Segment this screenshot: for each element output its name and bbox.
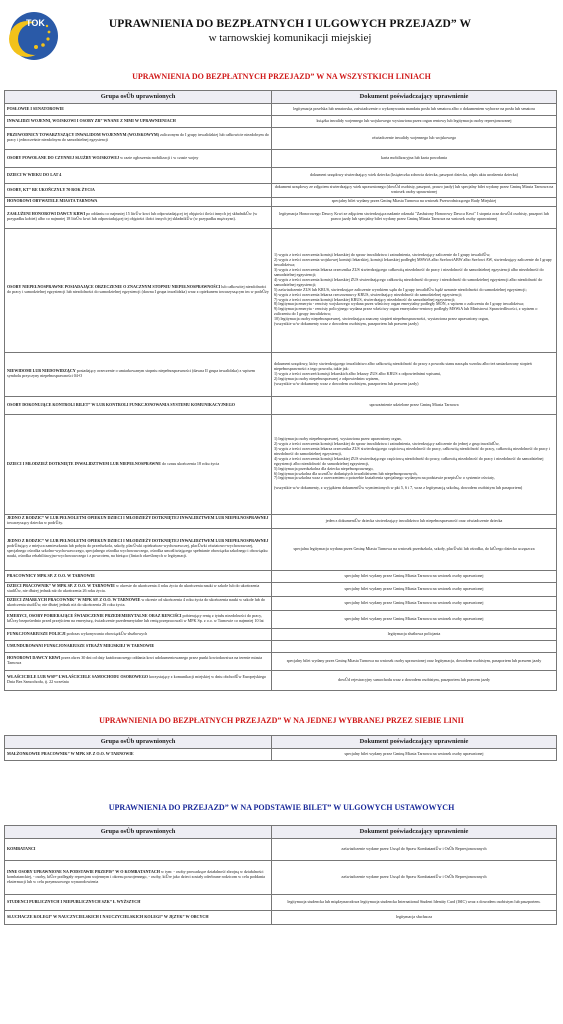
- group-description: w okresie od ukończenia 4 roku życia do ukończenia nauki w szkole lub do ukończenia studiÛw, nie dłużej jednak niż do ukończenia 26 roku życia.: [7, 597, 265, 608]
- section1-table: [4, 90, 557, 691]
- group-cell: [5, 127, 272, 149]
- table-row: [5, 103, 557, 115]
- group-name: INNE OSOBY UPRAWNIONE NA PODSTAWIE PRZEPIS” W O KOMBATANTACH: [7, 868, 160, 874]
- col-header-document: Dokument poświadczający uprawnienie: [272, 736, 557, 749]
- group-cell: [5, 838, 272, 860]
- document-cell: [272, 910, 557, 924]
- group-name: PRACOWNICY MPK SP. Z O.O. W TARNOWIE: [7, 572, 95, 578]
- col-header-document: Dokument poświadczający uprawnienie: [272, 826, 557, 839]
- document-list-item: 6) legitymacja szkolna dla uczniÛw dotkniętych inwalidztwem lub niepełnosprawnych,: [274, 470, 418, 476]
- table-row: [5, 894, 557, 910]
- page-subtitle: w tarnowskiej komunikacji miejskiej: [208, 32, 372, 44]
- group-name: STUDENCI PUBLICZNYCH I NIEPUBLICZNYCH SZK” Ł WYŻSZYCH: [7, 898, 141, 904]
- document-cell: [272, 860, 557, 894]
- group-description: lub całkowitej niezdolności do pracy i samodzielnej egzystencji lub niezdolności do samodzielnej egzystencji (dawna I grupa inwalidzka) wraz z opiekunem towarzyszącym im w podrÛży: [7, 284, 269, 295]
- group-name: HONOROWI OBYWATELE MIASTA TARNOWA: [7, 198, 98, 204]
- document-text: specjalny bilet wydany przez Gminę Miasta Tarnowa na wniosek osoby uprawnionej oraz legitymacja, dowodem osobistym, paszportem lub prawem jazdy: [286, 657, 542, 663]
- table-row: [5, 610, 557, 628]
- group-name: ZASŁUŻENI HONOROWI DAWCY KRWI: [7, 211, 86, 217]
- group-description: posiadający orzeczenie o umiarkowanym stopniu niepełnosprawności (dawna II grupa inwalidzka) z wpisem symbolu przyczyny niepełnosprawności 04-O: [7, 368, 256, 379]
- document-list-item: 1) legitymacja osoby niepełnosprawnej, wystawiona przez uprawniony organ,: [274, 436, 402, 442]
- group-cell: [5, 183, 272, 197]
- document-text: dowÛd rejestracyjny samochodu wraz z dowodem osobistym, paszportem lub prawem jazdy: [338, 676, 490, 682]
- document-cell: [272, 396, 557, 414]
- group-name: MAŁŻONKOWIE PRACOWNIK” W MPK SP. Z O.O. W TARNOWIE: [7, 750, 134, 756]
- document-text: legitymacja służbowa policjanta: [387, 630, 441, 636]
- logo-text: TOK: [26, 18, 45, 28]
- group-name: DZIECI I MŁODZIEŻ DOTKNIĘTE INWALIDZTWEM LUB NIEPEŁNOSPRAWNE: [7, 460, 161, 466]
- document-cell: [272, 206, 557, 228]
- group-cell: [5, 894, 272, 910]
- group-name: JEDNO Z RODZIC” W LUB PEŁNOLETNI OPIEKUN DZIECI I MŁODZIEŻY DOTKNIĘTEJ INWALIDZTWEM LUB NIEPEŁNOSPRAWNEJ: [7, 515, 269, 521]
- document-list-item: 4) wypis z treści orzeczenia komisji lekarskiej ZUS stwierdzającego częściową niezdolność do pracy, całkowitą niezdolność do pracy i niezdolność do samodzielnej egzystencji albo niezdolność do samodzielnej egzystencji,: [274, 455, 544, 466]
- document-list-item: 1) wypis z treści orzeczenia komisji lekarskiej do spraw inwalidztwa i zatrudnienia, stwierdzający zaliczenie do I grupy inwalidÛw;: [274, 252, 491, 258]
- document-cell: [272, 352, 557, 396]
- document-cell: [272, 838, 557, 860]
- table-row: [5, 206, 557, 228]
- document-cell: [272, 228, 557, 352]
- document-list-item: 4) wypis z treści orzeczenia komisji lekarskiej ZUS stwierdzającego całkowitą niezdolność do pracy i niezdolność do samodzielnej egzystencji albo niezdolność do samodzielnej egzystencji;: [274, 276, 543, 287]
- document-list-item: 5) zaświadczenie ZUS lub KRUS, stwierdzające zaliczenie wyrokiem sądu do I grupy inwalidÛw bądź uznanie niezdolności do samodzielnej egzystencji;: [274, 286, 527, 292]
- group-name: PRZEWODNICY TOWARZYSZĄCY INWALIDOM WOJENNYM (WOJSKOWYM): [7, 132, 160, 138]
- group-description: zaliczonym do I grupy inwalidzkiej lub całkowicie niezdolnym do pracy i jednocześnie niezdolnym do samodzielnej egzystencji: [7, 132, 269, 143]
- group-cell: [5, 640, 272, 652]
- group-cell: [5, 396, 272, 414]
- document-cell: [272, 582, 557, 596]
- group-description: po oddaniu co najmniej 15 litrÛw krwi lub odpowiadającej tej objętości ilości innych jej składnikÛw (w przypadku kobiet) albo co najmniej 18 litrÛw krwi lub odpowiadającej tej objętości ilości innych jej składnikÛw (w przypadku mężczyzn).: [7, 211, 258, 222]
- group-name: DZIECI W WIEKU DO LAT 4: [7, 171, 62, 177]
- section2-table: [4, 735, 557, 761]
- document-text: specjalny bilet wydany przez Gminę Miasta Tarnowa na wniosek osoby uprawnionej: [344, 750, 484, 756]
- document-cell: [272, 414, 557, 514]
- document-list-item: 10) legitymacja osoby niepełnosprawnej, stwierdzająca znaczny stopień niepełnosprawności, wystawiona przez uprawniony organ,: [274, 316, 489, 322]
- group-cell: [5, 582, 272, 596]
- group-cell: [5, 228, 272, 352]
- group-description: podczas wykonywania obowiązkÛw służbowych: [65, 630, 148, 636]
- document-text: dokument urzędowy ze zdjęciem stwierdzający wiek uprawnionego (dowÛd osobisty, paszport, prawo jazdy) lub specjalny bilet wydany przez Gminę Miasta Tarnowa na wniosek osoby uprawnionej: [274, 184, 554, 195]
- group-description: korzystający z komunikacji miejskiej w dniu obchodÛw Europejskiego Dnia Bez Samochodu, tj. 22 września: [7, 674, 267, 685]
- group-cell: [5, 652, 272, 670]
- group-name: NIEWIDOMI LUB NIEDOWIDZĄCY: [7, 368, 76, 374]
- group-name: FUNKCJONARIUSZE POLICJI: [7, 630, 66, 636]
- section2-heading: UPRAWNIENIA DO BEZPŁATNYCH PRZEJAZD” W NA JEDNEJ WYBRANEJ PRZEZ SIEBIE LINII: [99, 716, 464, 725]
- document-text: specjalny bilet wydany przez Gminę Miasta Tarnowa na wniosek osoby uprawnionej: [344, 585, 484, 591]
- document-list-item: 7) wypis z treści orzeczenia komisji lekarskiej KRUS, stwierdzający niezdolność do samodzielnej egzystencji;: [274, 296, 456, 302]
- table-row: [5, 748, 557, 760]
- document-list-item: 9) legitymacja emeryta - rencisty policyjnego wydana przez właściwy organ emerytalno-rentowy podległy MSWiA lub Ministrowi Sprawiedliwości, z wpisem o zaliczeniu do I grupy inwalidztwa;: [274, 306, 538, 317]
- document-list-item: 3) wypis z treści orzeczenia lekarza orzecznika ZUS stwierdzającego całkowitą niezdolność do pracy i niezdolność do samodzielnej egzystencji albo niezdolność do samodzielnej egzystencji;: [274, 267, 544, 278]
- document-cell: [272, 748, 557, 760]
- document-list-item: 2) wypis z treści orzeczenia komisji lekarskiej do spraw inwalidztwa i zatrudnienia, stwierdzający zaliczenie do jednej z grup inwalidÛw,: [274, 441, 500, 447]
- group-cell: [5, 167, 272, 183]
- document-list-item: (wszystkie w/w dokumenty wraz z dowodem osobistym, paszportem lub prawem jazdy): [274, 321, 419, 327]
- group-cell: [5, 528, 272, 570]
- document-cell: [272, 570, 557, 582]
- document-list-item: (wszystkie w/w dokumenty wraz z dowodem osobistym, paszportem lub prawem jazdy): [274, 380, 419, 386]
- document-text: legitymacja Honorowego Dawcy Krwi ze zdjęciem stwierdzająca nadanie odznaki "Zasłużony Honorowy Dawca Krwi" I stopnia oraz dowÛd osobisty, paszport lub prawo jazdy lub specjalny bilet wydany przez Gminę Miasta Tarnowa na wniosek osoby uprawnionej: [279, 211, 549, 222]
- group-name: EMERYCI, OSOBY POBIERAJĄCE ŚWIADCZENIE PRZEDEMERYTALNE ORAZ RENCIŚCI: [7, 613, 182, 619]
- document-cell: [272, 628, 557, 640]
- table-row: [5, 596, 557, 610]
- table-row: [5, 115, 557, 127]
- group-name: HONOROWI DAWCY KRWI: [7, 655, 61, 661]
- table-row: [5, 652, 557, 670]
- table-row: [5, 670, 557, 690]
- document-cell: [272, 127, 557, 149]
- table-row: [5, 396, 557, 414]
- document-text: zaświadczenie wydane przez Urząd do Spraw KombatantÛw i OsÛb Represjonowanych: [341, 873, 487, 879]
- group-cell: [5, 103, 272, 115]
- document-text: oświadczenie inwalidy wojennego lub wojskowego: [371, 134, 457, 140]
- section3-heading: UPRAWNIENIA DO PRZEJAZD” W NA PODSTAWIE BILET” W ULGOWYCH USTAWOWYCH: [108, 803, 455, 812]
- table-row: [5, 197, 557, 206]
- document-text: legitymacja słuchacza: [395, 913, 433, 919]
- group-name: SŁUCHACZE KOLEGI” W NAUCZYCIELSKICH I NAUCZYCIELSKICH KOLEGI” W JĘZYK” W OBCYCH: [7, 913, 209, 919]
- document-text: upoważnienie udzielone przez Gminę Miasta Tarnowa: [369, 401, 459, 407]
- section3-table: [4, 825, 557, 925]
- group-description: pobierający rentę z tytułu niezdolności do pracy, ktÛrzy bezpośrednio przed przejściem na emeryturę, świadczenie przedemerytalne lub rentę przepracowali w MPK Sp. z o.o. w Tarnowie co najmniej 10 lat: [7, 613, 264, 624]
- document-cell: [272, 167, 557, 183]
- table-row: [5, 528, 557, 570]
- document-text: karta mobilizacyjna lub karta powołania: [381, 154, 447, 160]
- col-header-group: Grupa osÛb uprawnionych: [5, 736, 272, 749]
- table-row: [5, 414, 557, 514]
- table-row: [5, 352, 557, 396]
- document-cell: [272, 514, 557, 528]
- document-list-item: dokument urzędowy, który stwierdzającego inwalidztwo albo całkowitą niezdolność do pracy z powodu stanu narządu wzroku albo też umiarkowany stopień niepełnosprawności z tego powodu, takie jak:: [274, 360, 532, 371]
- document-cell: [272, 103, 557, 115]
- table-row: [5, 127, 557, 149]
- tok-logo: [6, 6, 62, 62]
- group-cell: [5, 910, 272, 924]
- group-cell: [5, 352, 272, 396]
- document-text: specjalny bilet wydany przez Gminę Miasta Tarnowa na wniosek Przewodniczącego Rady Miejskiej: [331, 198, 497, 204]
- group-cell: [5, 670, 272, 690]
- group-name: OSOBY POWOŁANE DO CZYNNEJ SŁUŻBY WOJSKOWEJ: [7, 154, 120, 160]
- group-description: towarzyszący dziecku w podrÛży.: [7, 520, 64, 526]
- table-row: [5, 860, 557, 894]
- document-cell: [272, 610, 557, 628]
- document-text: książka inwalidy wojennego lub wojskowego wystawiona przez organ rentowy lub legitymacja osoby represjonowanej: [316, 117, 512, 123]
- group-cell: [5, 748, 272, 760]
- group-description: w tym: - osoby prowadzące działalność zbrojną w działalności kombatanckiej, - osoby, ktÛre podlegały represjom wojennym i okresu powojennego, - osoby, ktÛre jako dzieci zostały oderbrane rodzicom w celu poddania ekstermacji lub w celu przymusowego wynarodowienia: [7, 868, 265, 884]
- col-header-group: Grupa osÛb uprawnionych: [5, 91, 272, 104]
- table-row: [5, 514, 557, 528]
- document-text: legitymacja studencka lub międzynarodowa legitymacja studencka International Student Identity Card (ISIC) wraz z dowodem osobistym lub paszportem.: [287, 898, 541, 904]
- group-name: POSŁOWIE I SENATOROWIE: [7, 105, 64, 111]
- document-list-item: 3) wypis z treści orzeczenia lekarza orzecznika ZUS stwierdzającego częściową niezdolność do pracy, całkowitą niezdolność do pracy, całkowitą niezdolność do pracy i niezdolność do samodzielnej egzystencji,: [274, 446, 551, 456]
- group-description: podrÛżujący z miejsca zamieszkania lub pobytu do przedszkola, szkoły, placÛwki opiekuńczo-wychowawczej, placÛwki oświatowo-wychowawczej, specjalnego ośrodka szkolno-wychowawczego, specjalnego ośrodka wychowawczego, ośrodka umożliwiającego spełnianie obowiązku szkolnego i obowiązku nauki, ośrodka rehabilitacyjno-wychowawczego i z powrotem, na bieżąco (liniach określonych w legitymacji.: [7, 543, 268, 559]
- table-row: [5, 628, 557, 640]
- group-cell: [5, 115, 272, 127]
- table-row: [5, 228, 557, 352]
- group-cell: [5, 860, 272, 894]
- group-name: JEDNO Z RODZIC” W LUB PEŁNOLETNI OPIEKUN DZIECI I MŁODZIEŻY DOTKNIĘTEJ INWALIDZTWEM LUB NIEPEŁNOSPRAWNEJ: [7, 538, 269, 544]
- document-text: dokument urzędowy stwierdzający wiek dziecka (książeczka zdrowia dziecka, paszport dziecka, odpis aktu urodzenia dziecka): [310, 171, 518, 177]
- group-name: DZIECI PRACOWNIK” W MPK SP. Z O.O. W TARNOWIE: [7, 583, 116, 589]
- table-row: [5, 167, 557, 183]
- group-name: INWALIDZI WOJENNI, WOJSKOWI I OSOBY ZR” WNANE Z NIMI W UPRAWNIENIACH: [7, 117, 176, 123]
- document-list-item: 2) legitymacja osoby niepełnosprawnej z odpowiednim wpisem,: [274, 375, 380, 381]
- document-cell: [272, 528, 557, 570]
- document-list-item: 5) legitymacja przedszkolna dla dziecka niepełnosprawnego,: [274, 465, 374, 471]
- document-list-item: 6) wypis z treści orzeczenia lekarza rzeczoznawcy KRUS, stwierdzający niezdolność do samodzielnej egzystencji;: [274, 291, 462, 297]
- group-name: OSOBY, KT” RE UKOŃCZYŁY 70 ROK ŻYCIA: [7, 186, 95, 192]
- table-row: [5, 570, 557, 582]
- group-description: do czasu ukończenia 18 roku życia: [161, 460, 220, 466]
- document-list-item: 2) wypis z treści orzeczenia wojskowej komisji lekarskiej, komisji lekarskiej podległej MSWiA albo SzefowiABW albo Szefowi AW, stwierdzający zaliczenie do I grupy inwalidztwa;: [274, 257, 552, 268]
- document-cell: [272, 670, 557, 690]
- group-name: KOMBATANCI: [7, 845, 36, 851]
- group-cell: [5, 149, 272, 167]
- group-cell: [5, 570, 272, 582]
- document-text: jeden z dokumentÛw dziecka stwierdzający inwalidztwo lub niepełnosprawność oraz oświadczenie dziecka: [325, 517, 503, 523]
- section2-body: [5, 748, 557, 760]
- group-cell: [5, 514, 272, 528]
- document-text: legitymacja poselska lub senatorska, zaświadczenie o wykonywaniu mandatu posła lub senatora albo o dokumentem wyborze na posła lub senatora: [293, 105, 535, 111]
- table-row: [5, 910, 557, 924]
- table-row: [5, 183, 557, 197]
- table-row: [5, 149, 557, 167]
- document-text: specjalny bilet wydany przez Gminę Miasta Tarnowa na wniosek osoby uprawnionej: [344, 572, 484, 578]
- group-cell: [5, 628, 272, 640]
- table-row: [5, 838, 557, 860]
- group-name: UMUNDUROWANI FUNKCJONARIUSZE STRAŻY MIEJSKIEJ W TARNOWIE: [7, 642, 155, 648]
- document-text: specjalna legitymacja wydana przez Gminę Miasta Tarnowa na wniosek przedszkola, szkoły, placÛwki lub ośrodka, do ktÛrego dziecko uczęszcza: [293, 545, 535, 551]
- table-row: [5, 640, 557, 652]
- table-row: [5, 582, 557, 596]
- group-cell: [5, 206, 272, 228]
- group-description: przez okres 30 dni od daty każdorazowego oddania krwi udokumentowanego przez punkt krwiodawstwa na terenie miasta Tarnowa: [7, 655, 263, 666]
- section3-body: [5, 838, 557, 924]
- document-cell: [272, 183, 557, 197]
- document-cell: [272, 149, 557, 167]
- group-description: w razie ogłoszenia mobilizacji i w czasie wojny: [119, 154, 199, 160]
- document-cell: [272, 652, 557, 670]
- document-list-item: 1) wypis z treści orzeczeń komisji lekarskich albo lekarzy ZUS albo KRUS z odpowiednimi wpisami,: [274, 370, 442, 376]
- section1-heading: UPRAWNIENIA DO BEZPŁATNYCH PRZEJAZD” W NA WSZYSTKICH LINIACH: [132, 72, 431, 81]
- group-cell: [5, 596, 272, 610]
- group-cell: [5, 414, 272, 514]
- document-list-item: (wszystkie w/w dokumenty, z wyjątkiem dokumentÛw wymienionych w pkt 5, 6 i 7, wraz z legitymacją szkolną, dowodem osobistym lub paszportem): [274, 485, 523, 491]
- group-name: DZIECI ZMARŁYCH PRACOWNIK” W MPK SP. Z O.O. W TARNOWIE: [7, 597, 141, 603]
- group-cell: [5, 610, 272, 628]
- group-name: OSOBY DOKONUJĄCE KONTROLI BILET” W LUB KONTROLI FUNKCJONOWANIA SYSTEMU KOMUNIKACYJNEGO: [7, 401, 235, 407]
- col-header-group: Grupa osÛb uprawnionych: [5, 826, 272, 839]
- section1-body: [5, 103, 557, 690]
- document-cell: [272, 115, 557, 127]
- document-cell: [272, 596, 557, 610]
- document-cell: [272, 894, 557, 910]
- document-text: specjalny bilet wydany przez Gminę Miasta Tarnowa na wniosek osoby uprawnionej: [344, 599, 484, 605]
- group-description: w okresie do ukończenia 4 roku życia do ukończenia nauki w szkole lub do ukończenia studiÛw, nie dłużej jednak niż do ukończenia 26 roku życia.: [7, 583, 260, 594]
- group-cell: [5, 197, 272, 206]
- page-title: UPRAWNIENIA DO BEZPŁATNYCH I ULGOWYCH PRZEJAZD” W: [108, 18, 472, 30]
- col-header-document: Dokument poświadczający uprawnienie: [272, 91, 557, 104]
- group-name: WŁAŚCICIELE LUB WSP” ŁWŁAŚCICIELE SAMOCHODU OSOBOWEGO: [7, 674, 149, 680]
- document-cell: [272, 197, 557, 206]
- document-list-item: 8) legitymacja emeryta - rencisty wojskowego wydana przez właściwy organ emerytalny podległy MON, z wpisem o zaliczeniu do I grupy inwalidztwa;: [274, 301, 525, 307]
- group-name: OSOBY NIEPEŁNOSPRAWNE POSIADAJĄCE ORZECZENIE O ZNACZNYM STOPNIU NIEPEŁNOSPRAWNOŚCI: [7, 284, 221, 290]
- document-text: zaświadczenie wydane przez Urząd do Spraw KombatantÛw i OsÛb Represjonowanych: [341, 845, 487, 851]
- document-list-item: 7) legitymacja szkolna wraz z orzeczeniem o potrzebie kształcenia specjalnego wydanym na podstawie przepisÛw o systemie oświaty,: [274, 475, 495, 481]
- document-cell: [272, 640, 557, 652]
- document-text: specjalny bilet wydany przez Gminę Miasta Tarnowa na wniosek osoby uprawnionej: [344, 615, 484, 621]
